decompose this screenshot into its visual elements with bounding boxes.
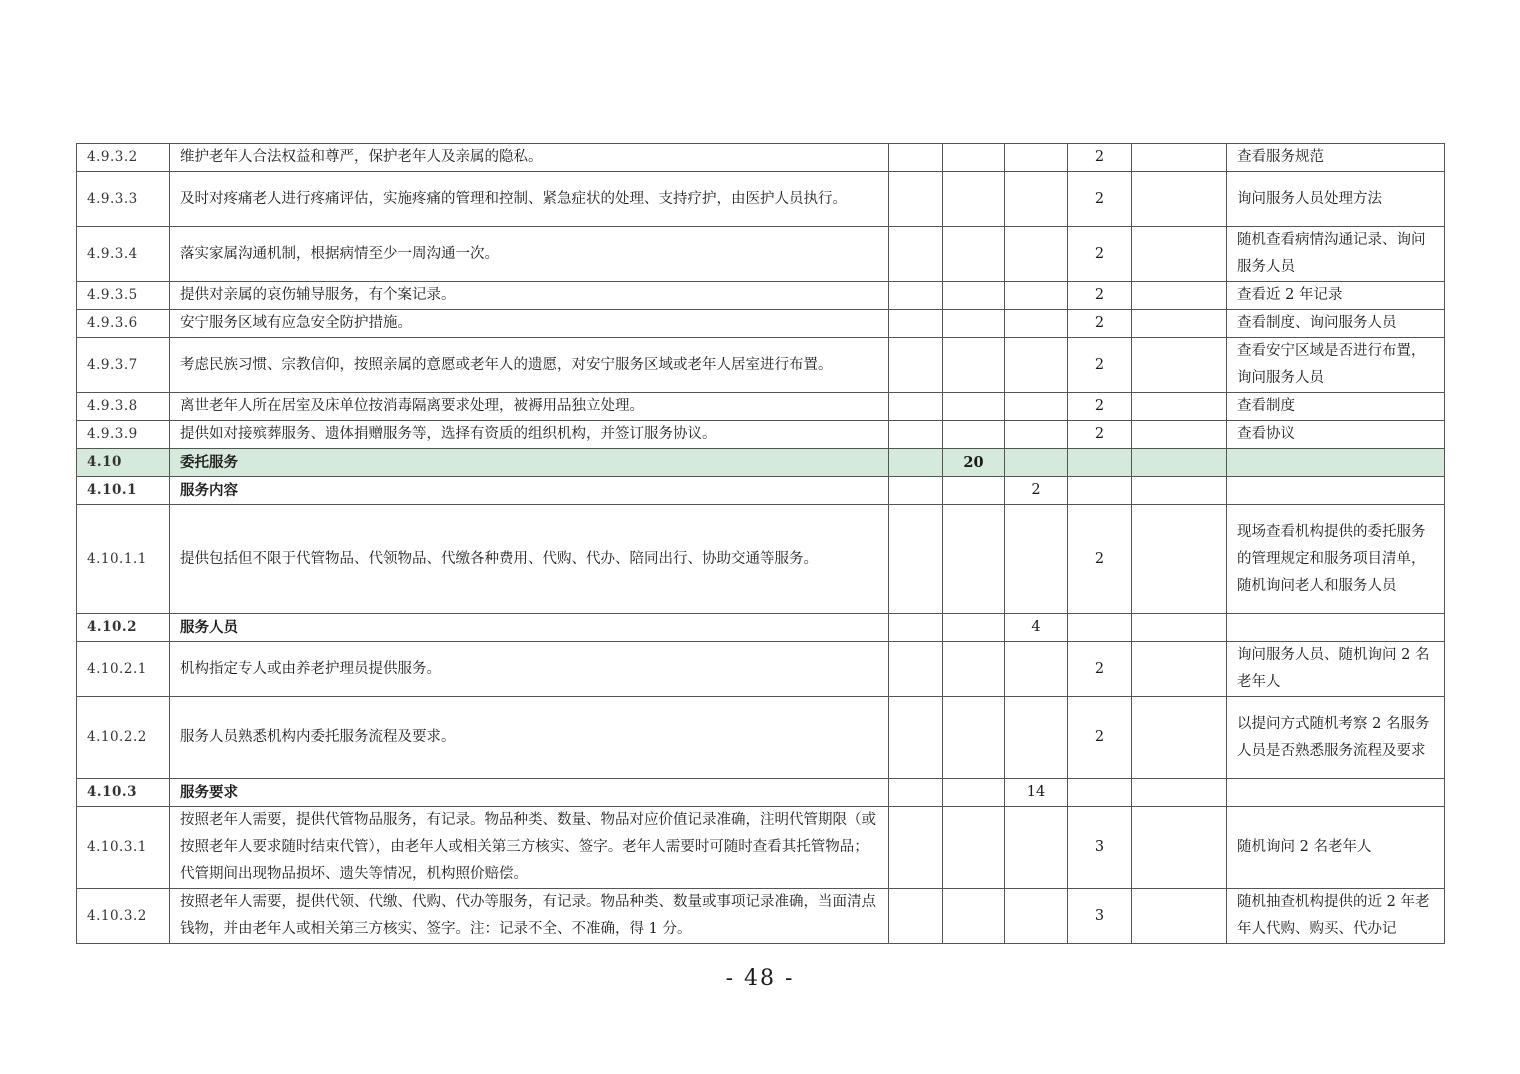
section-score bbox=[943, 642, 1005, 697]
section-score bbox=[943, 421, 1005, 449]
check-method: 随机抽查机构提供的近 2 年老年人代购、购买、代办记 bbox=[1227, 889, 1445, 944]
blank-cell bbox=[1132, 779, 1227, 807]
assessment-table bbox=[76, 143, 1445, 944]
item-score: 2 bbox=[1068, 310, 1132, 338]
blank-cell bbox=[889, 227, 943, 282]
check-method: 查看近 2 年记录 bbox=[1227, 282, 1445, 310]
subsection-score: 2 bbox=[1005, 477, 1068, 505]
table-row bbox=[77, 227, 1445, 282]
item-content: 考虑民族习惯、宗教信仰，按照亲属的意愿或老年人的遗愿，对安宁服务区域或老年人居室进行布置。 bbox=[170, 338, 889, 393]
table-row bbox=[77, 338, 1445, 393]
blank-cell bbox=[889, 310, 943, 338]
item-score bbox=[1068, 477, 1132, 505]
table-row bbox=[77, 642, 1445, 697]
blank-cell bbox=[889, 614, 943, 642]
item-score: 2 bbox=[1068, 642, 1132, 697]
subsection-row bbox=[77, 779, 1445, 807]
check-method bbox=[1227, 449, 1445, 477]
blank-cell bbox=[889, 338, 943, 393]
section-score bbox=[943, 779, 1005, 807]
blank-cell bbox=[1132, 614, 1227, 642]
item-code: 4.10.1.1 bbox=[77, 505, 170, 614]
section-score bbox=[943, 889, 1005, 944]
item-content: 委托服务 bbox=[170, 449, 889, 477]
blank-cell bbox=[1132, 393, 1227, 421]
subsection-score bbox=[1005, 642, 1068, 697]
item-code: 4.9.3.5 bbox=[77, 282, 170, 310]
section-score bbox=[943, 614, 1005, 642]
item-content: 提供如对接殡葬服务、遗体捐赠服务等，选择有资质的组织机构，并签订服务协议。 bbox=[170, 421, 889, 449]
table-row bbox=[77, 144, 1445, 172]
blank-cell bbox=[1132, 642, 1227, 697]
section-score bbox=[943, 338, 1005, 393]
check-method: 询问服务人员处理方法 bbox=[1227, 172, 1445, 227]
item-code: 4.10.2 bbox=[77, 614, 170, 642]
section-score bbox=[943, 697, 1005, 779]
subsection-row bbox=[77, 614, 1445, 642]
item-content: 落实家属沟通机制，根据病情至少一周沟通一次。 bbox=[170, 227, 889, 282]
item-content: 提供对亲属的哀伤辅导服务，有个案记录。 bbox=[170, 282, 889, 310]
section-score bbox=[943, 172, 1005, 227]
blank-cell bbox=[1132, 338, 1227, 393]
item-code: 4.9.3.6 bbox=[77, 310, 170, 338]
subsection-score bbox=[1005, 449, 1068, 477]
blank-cell bbox=[1132, 807, 1227, 889]
item-score: 2 bbox=[1068, 144, 1132, 172]
blank-cell bbox=[1132, 421, 1227, 449]
item-score: 2 bbox=[1068, 282, 1132, 310]
item-code: 4.10.3.2 bbox=[77, 889, 170, 944]
blank-cell bbox=[889, 697, 943, 779]
subsection-score bbox=[1005, 282, 1068, 310]
blank-cell bbox=[889, 172, 943, 227]
page-number: - 48 - bbox=[725, 966, 795, 991]
blank-cell bbox=[889, 477, 943, 505]
check-method bbox=[1227, 779, 1445, 807]
blank-cell bbox=[889, 779, 943, 807]
check-method: 查看安宁区域是否进行布置，询问服务人员 bbox=[1227, 338, 1445, 393]
blank-cell bbox=[889, 889, 943, 944]
subsection-score bbox=[1005, 393, 1068, 421]
blank-cell bbox=[889, 642, 943, 697]
subsection-score bbox=[1005, 227, 1068, 282]
item-score: 3 bbox=[1068, 889, 1132, 944]
blank-cell bbox=[1132, 144, 1227, 172]
subsection-score bbox=[1005, 144, 1068, 172]
section-score bbox=[943, 282, 1005, 310]
subsection-row bbox=[77, 477, 1445, 505]
item-code: 4.10.1 bbox=[77, 477, 170, 505]
item-score bbox=[1068, 779, 1132, 807]
item-content: 维护老年人合法权益和尊严，保护老年人及亲属的隐私。 bbox=[170, 144, 889, 172]
check-method: 查看制度 bbox=[1227, 393, 1445, 421]
blank-cell bbox=[1132, 310, 1227, 338]
item-score: 2 bbox=[1068, 421, 1132, 449]
item-score: 2 bbox=[1068, 338, 1132, 393]
item-score bbox=[1068, 614, 1132, 642]
check-method: 查看服务规范 bbox=[1227, 144, 1445, 172]
item-code: 4.10.2.2 bbox=[77, 697, 170, 779]
item-code: 4.10 bbox=[77, 449, 170, 477]
section-score bbox=[943, 393, 1005, 421]
item-code: 4.10.3 bbox=[77, 779, 170, 807]
blank-cell bbox=[1132, 697, 1227, 779]
table-row bbox=[77, 505, 1445, 614]
blank-cell bbox=[889, 807, 943, 889]
item-score: 2 bbox=[1068, 227, 1132, 282]
item-code: 4.10.3.1 bbox=[77, 807, 170, 889]
table-row bbox=[77, 697, 1445, 779]
section-score bbox=[943, 310, 1005, 338]
check-method: 随机查看病情沟通记录、询问服务人员 bbox=[1227, 227, 1445, 282]
item-code: 4.9.3.2 bbox=[77, 144, 170, 172]
blank-cell bbox=[1132, 227, 1227, 282]
subsection-score bbox=[1005, 505, 1068, 614]
section-score: 20 bbox=[943, 449, 1005, 477]
table-row bbox=[77, 310, 1445, 338]
item-code: 4.9.3.7 bbox=[77, 338, 170, 393]
item-score: 2 bbox=[1068, 505, 1132, 614]
item-score: 2 bbox=[1068, 697, 1132, 779]
check-method: 查看制度、询问服务人员 bbox=[1227, 310, 1445, 338]
blank-cell bbox=[889, 421, 943, 449]
item-content: 机构指定专人或由养老护理员提供服务。 bbox=[170, 642, 889, 697]
table-row bbox=[77, 393, 1445, 421]
section-row bbox=[77, 449, 1445, 477]
check-method bbox=[1227, 614, 1445, 642]
blank-cell bbox=[889, 393, 943, 421]
item-content: 按照老年人需要，提供代管物品服务，有记录。物品种类、数量、物品对应价值记录准确，注明代管期限（或按照老年人要求随时结束代管），由老年人或相关第三方核实、签字。老年人需要时可随时查看其托管物品；代管期间出现物品损坏、遗失等情况，机构照价赔偿。 bbox=[170, 807, 889, 889]
item-code: 4.9.3.8 bbox=[77, 393, 170, 421]
subsection-score bbox=[1005, 421, 1068, 449]
table-row bbox=[77, 172, 1445, 227]
blank-cell bbox=[1132, 889, 1227, 944]
check-method: 询问服务人员、随机询问 2 名老年人 bbox=[1227, 642, 1445, 697]
section-score bbox=[943, 477, 1005, 505]
item-score: 2 bbox=[1068, 393, 1132, 421]
blank-cell bbox=[1132, 505, 1227, 614]
item-content: 服务内容 bbox=[170, 477, 889, 505]
item-content: 服务要求 bbox=[170, 779, 889, 807]
subsection-score bbox=[1005, 310, 1068, 338]
blank-cell bbox=[889, 282, 943, 310]
item-code: 4.10.2.1 bbox=[77, 642, 170, 697]
check-method: 随机询问 2 名老年人 bbox=[1227, 807, 1445, 889]
section-score bbox=[943, 144, 1005, 172]
section-score bbox=[943, 807, 1005, 889]
blank-cell bbox=[1132, 282, 1227, 310]
item-content: 安宁服务区域有应急安全防护措施。 bbox=[170, 310, 889, 338]
item-score: 2 bbox=[1068, 172, 1132, 227]
subsection-score: 14 bbox=[1005, 779, 1068, 807]
blank-cell bbox=[889, 505, 943, 614]
item-code: 4.9.3.9 bbox=[77, 421, 170, 449]
subsection-score: 4 bbox=[1005, 614, 1068, 642]
item-content: 离世老年人所在居室及床单位按消毒隔离要求处理，被褥用品独立处理。 bbox=[170, 393, 889, 421]
item-score bbox=[1068, 449, 1132, 477]
check-method: 现场查看机构提供的委托服务的管理规定和服务项目清单，随机询问老人和服务人员 bbox=[1227, 505, 1445, 614]
table-row bbox=[77, 282, 1445, 310]
item-content: 提供包括但不限于代管物品、代领物品、代缴各种费用、代购、代办、陪同出行、协助交通等服务。 bbox=[170, 505, 889, 614]
item-content: 及时对疼痛老人进行疼痛评估，实施疼痛的管理和控制、紧急症状的处理、支持疗护，由医护人员执行。 bbox=[170, 172, 889, 227]
item-content: 服务人员 bbox=[170, 614, 889, 642]
blank-cell bbox=[1132, 449, 1227, 477]
blank-cell bbox=[889, 144, 943, 172]
subsection-score bbox=[1005, 172, 1068, 227]
table-row bbox=[77, 807, 1445, 889]
subsection-score bbox=[1005, 889, 1068, 944]
item-code: 4.9.3.4 bbox=[77, 227, 170, 282]
item-content: 按照老年人需要，提供代领、代缴、代购、代办等服务，有记录。物品种类、数量或事项记录准确，当面清点钱物，并由老年人或相关第三方核实、签字。注：记录不全、不准确，得 1 分。 bbox=[170, 889, 889, 944]
check-method: 查看协议 bbox=[1227, 421, 1445, 449]
blank-cell bbox=[1132, 477, 1227, 505]
subsection-score bbox=[1005, 697, 1068, 779]
check-method: 以提问方式随机考察 2 名服务人员是否熟悉服务流程及要求 bbox=[1227, 697, 1445, 779]
table-row bbox=[77, 421, 1445, 449]
blank-cell bbox=[889, 449, 943, 477]
table-row bbox=[77, 889, 1445, 944]
section-score bbox=[943, 227, 1005, 282]
subsection-score bbox=[1005, 807, 1068, 889]
check-method bbox=[1227, 477, 1445, 505]
item-code: 4.9.3.3 bbox=[77, 172, 170, 227]
item-content: 服务人员熟悉机构内委托服务流程及要求。 bbox=[170, 697, 889, 779]
section-score bbox=[943, 505, 1005, 614]
item-score: 3 bbox=[1068, 807, 1132, 889]
subsection-score bbox=[1005, 338, 1068, 393]
blank-cell bbox=[1132, 172, 1227, 227]
